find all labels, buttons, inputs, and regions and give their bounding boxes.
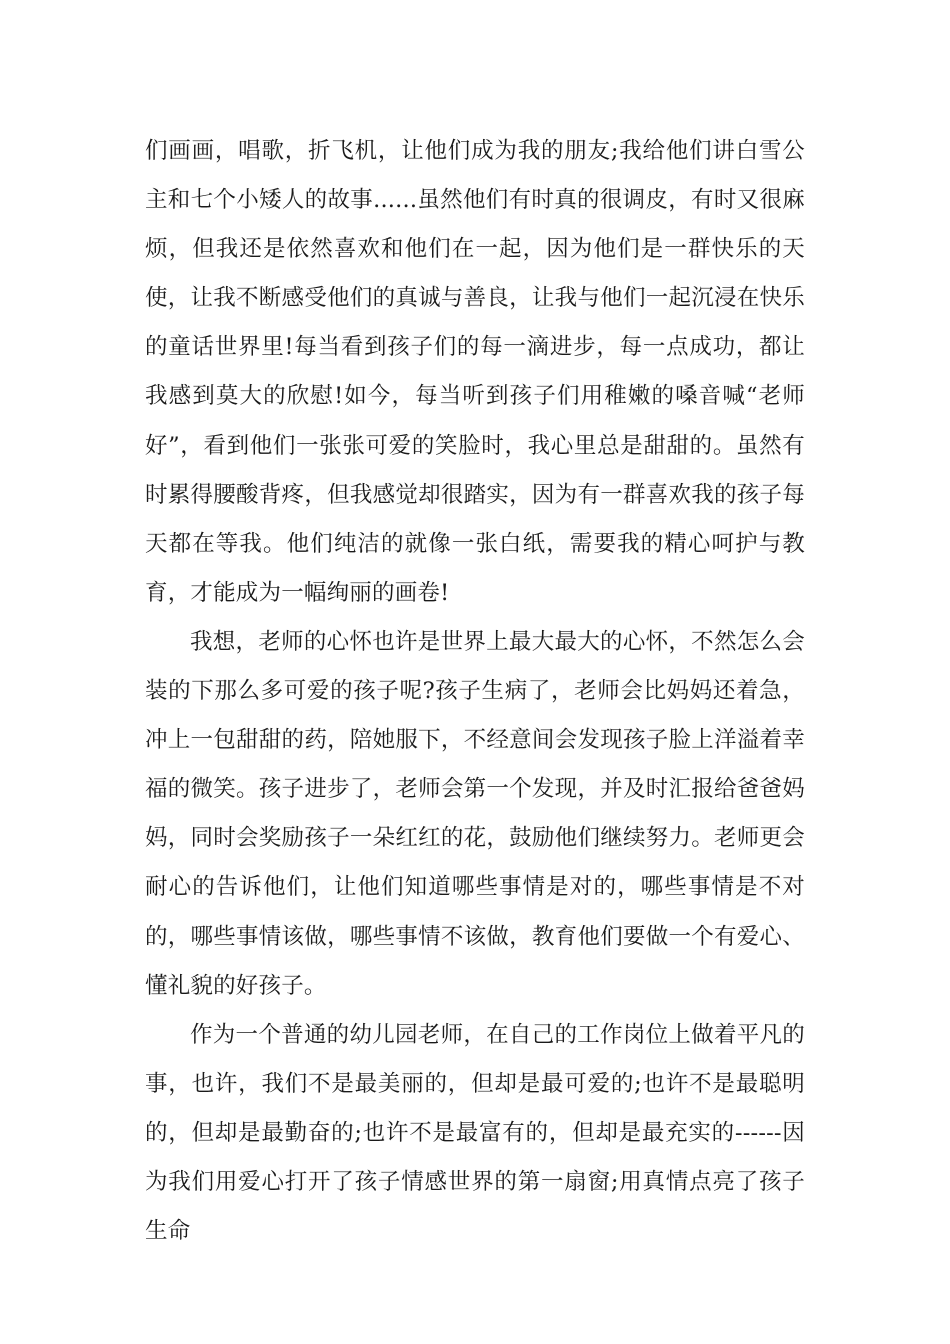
document-body: [145, 127, 805, 1256]
paragraph-2: 我想，老师的心怀也许是世界上最大最大的心怀，不然怎么会装的下那么多可爱的孩子呢?孩子生病了，老师会比妈妈还着急，冲上一包甜甜的药，陪她服下，不经意间会发现孩子脸上洋溢着幸福的微笑。孩子进步了，老师会第一个发现，并及时汇报给爸爸妈妈，同时会奖励孩子一朵红红的花，鼓励他们继续努力。老师更会耐心的告诉他们，让他们知道哪些事情是对的，哪些事情是不对的，哪些事情该做，哪些事情不该做，教育他们要做一个有爱心、懂礼貌的好孩子。: [145, 628, 805, 999]
paragraph-1: 们画画，唱歌，折飞机，让他们成为我的朋友;我给他们讲白雪公主和七个小矮人的故事......虽然他们有时真的很调皮，有时又很麻烦，但我还是依然喜欢和他们在一起，因为他们是一群快乐的天使，让我不断感受他们的真诚与善良，让我与他们一起沉浸在快乐的童话世界里!每当看到孩子们的每一滴进步，每一点成功，都让我感到莫大的欣慰!如今，每当听到孩子们用稚嫩的嗓音喊“老师好”，看到他们一张张可爱的笑脸时，我心里总是甜甜的。虽然有时累得腰酸背疼，但我感觉却很踏实，因为有一群喜欢我的孩子每天都在等我。他们纯洁的就像一张白纸，需要我的精心呵护与教育，才能成为一幅绚丽的画卷!: [145, 138, 805, 606]
paragraph-3: 作为一个普通的幼儿园老师，在自己的工作岗位上做着平凡的事，也许，我们不是最美丽的，但却是最可爱的;也许不是最聪明的，但却是最勤奋的;也许不是最富有的，但却是最充实的------因为我们用爱心打开了孩子情感世界的第一扇窗;用真情点亮了孩子生命: [145, 1021, 805, 1245]
